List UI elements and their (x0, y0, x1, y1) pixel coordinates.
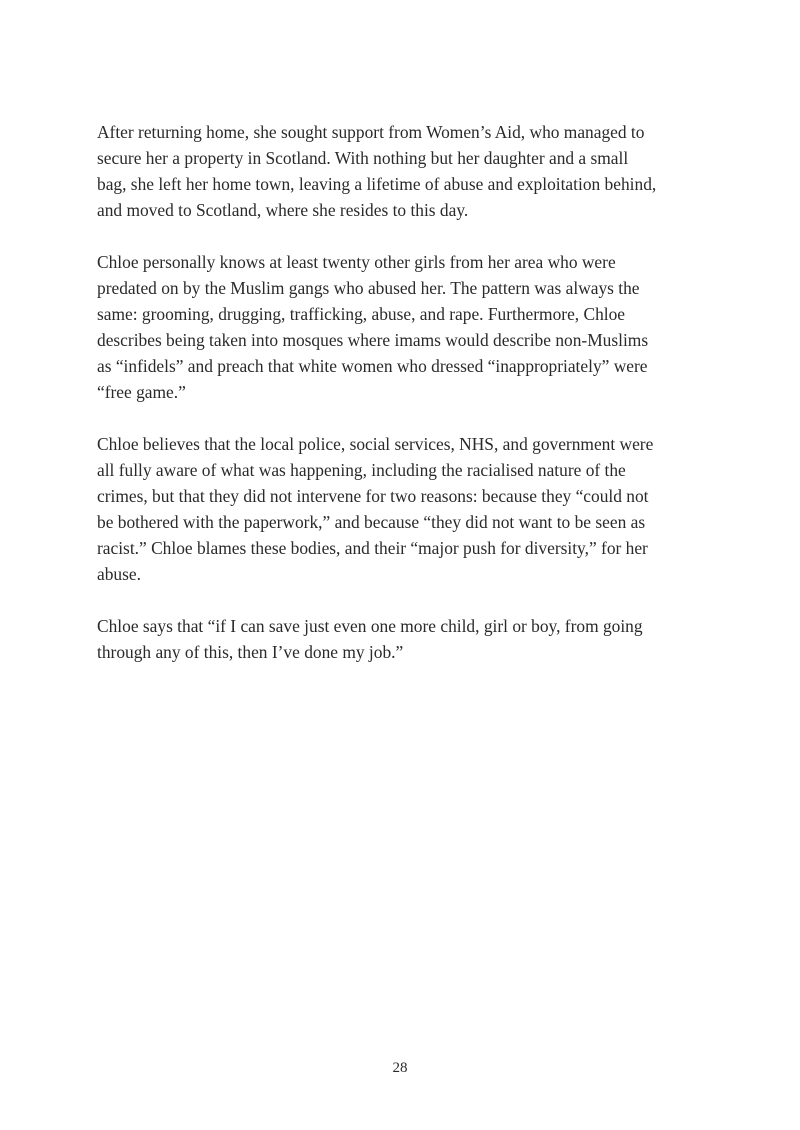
body-text (97, 119, 677, 691)
paragraph-other-girls (97, 249, 677, 405)
text-line: abuse. (97, 564, 141, 584)
text-line: secure her a property in Scotland. With nothing but her daughter and a small (97, 148, 629, 168)
text-line: be bothered with the paperwork,” and because “they did not want to be seen as (97, 512, 646, 532)
text-line: same: grooming, drugging, trafficking, abuse, and rape. Furthermore, Chloe (97, 304, 626, 324)
text-line: as “infidels” and preach that white women who dressed “inappropriately” were (97, 356, 648, 376)
page-number: 28 (392, 1060, 408, 1076)
text-line: describes being taken into mosques where imams would describe non-Muslims (97, 330, 649, 350)
text-line: “free game.” (97, 382, 186, 402)
paragraph-authorities (97, 431, 677, 587)
text-line: After returning home, she sought support from Women’s Aid, who managed to (97, 122, 645, 142)
paragraph-womens-aid (97, 119, 677, 223)
text-line: through any of this, then I’ve done my job.” (97, 642, 404, 662)
text-line: Chloe says that “if I can save just even one more child, girl or boy, from going (97, 616, 643, 636)
text-line: crimes, but that they did not intervene for two reasons: because they “could not (97, 486, 649, 506)
text-line: all fully aware of what was happening, including the racialised nature of the (97, 460, 626, 480)
text-line: bag, she left her home town, leaving a lifetime of abuse and exploitation behind, (97, 174, 657, 194)
text-line: predated on by the Muslim gangs who abused her. The pattern was always the (97, 278, 640, 298)
text-line: Chloe personally knows at least twenty other girls from her area who were (97, 252, 616, 272)
paragraph-closing-quote (97, 613, 677, 665)
text-line: racist.” Chloe blames these bodies, and their “major push for diversity,” for her (97, 538, 648, 558)
text-line: and moved to Scotland, where she resides to this day. (97, 200, 469, 220)
text-line: Chloe believes that the local police, social services, NHS, and government were (97, 434, 654, 454)
